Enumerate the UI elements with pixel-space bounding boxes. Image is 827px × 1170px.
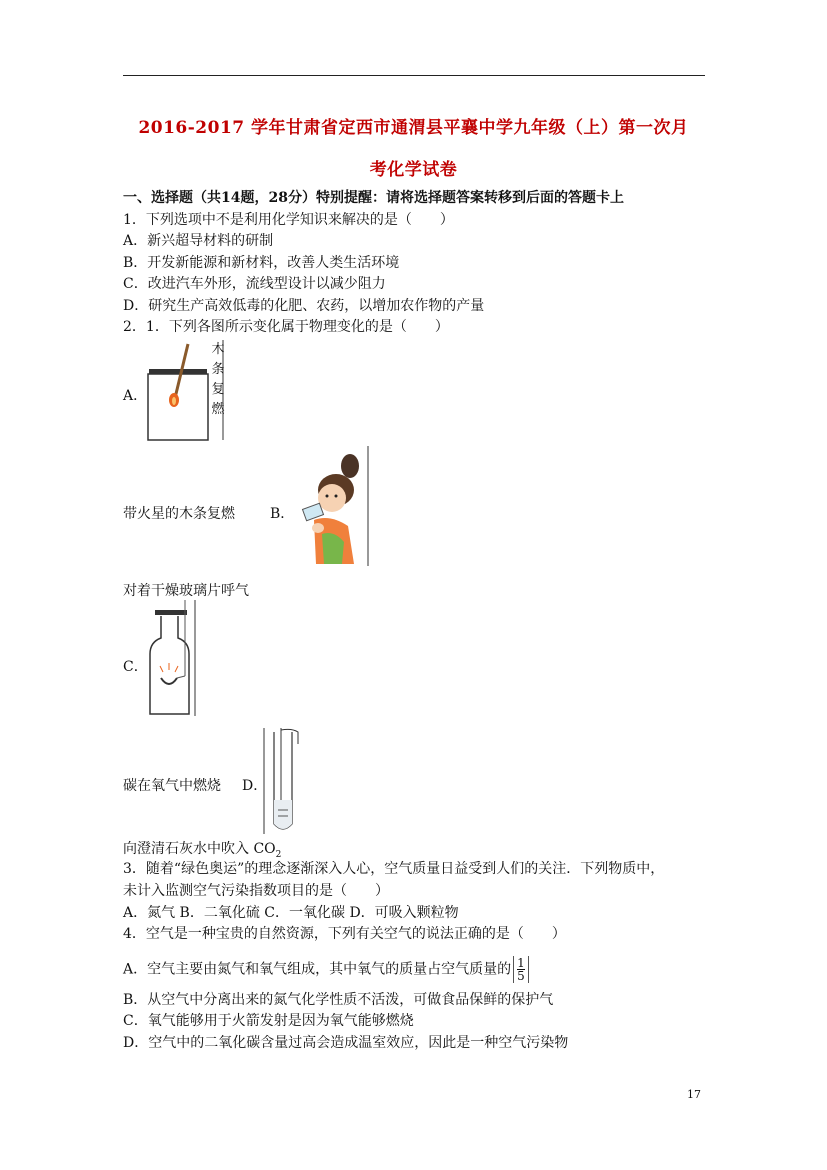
section-heading: 一、选择题（共14题，28分）特别提醒：请将选择题答案转移到后面的答题卡上 [123, 190, 624, 206]
fraction-one-fifth: $\frac{1}{5}$ [513, 956, 529, 983]
q3-stem-line-2: 未计入监测空气污染指数项目的是（ ） [123, 883, 389, 899]
jar-lid [149, 369, 207, 374]
q1-option-d: D．研究生产高效低毒的化肥、农药，以增加农作物的产量 [123, 298, 485, 314]
q2-option-a-caption: 带火星的木条复燃 [123, 506, 235, 522]
q1-option-b: B．开发新能源和新材料，改善人类生活环境 [123, 255, 400, 271]
splint-relight-label: 木 条 复 燃 [211, 342, 225, 417]
q2-option-b-caption: 对着干燥玻璃片呼气 [123, 583, 249, 599]
carbon-burning-in-oxygen-figure [145, 600, 197, 718]
glass-pane [302, 503, 323, 520]
q1-option-a: A．新兴超导材料的研制 [123, 233, 274, 249]
q2-stem: 2．1．下列各图所示变化属于物理变化的是（ ） [123, 319, 449, 335]
page-title-line-2: 考化学试卷 [369, 160, 458, 180]
q3-stem-line-1: 3．随着“绿色奥运”的理念逐渐深入人心，空气质量日益受到人们的关注．下列物质中， [123, 861, 665, 877]
q2-option-c-caption: 碳在氧气中燃烧 [123, 778, 221, 794]
test-tube-blowing-co2-figure [262, 728, 302, 836]
limewater [274, 800, 292, 829]
q2-option-d-label: D． [242, 778, 268, 794]
q4-option-a: A．空气主要由氮气和氧气组成，其中氧气的质量占空气质量的 $\frac{1}{5}$ [123, 956, 529, 983]
q4-option-b: B．从空气中分离出来的氮气化学性质不活泼，可做食品保鲜的保护气 [123, 992, 554, 1008]
q4-option-c: C．氧气能够用于火箭发射是因为氧气能够燃烧 [123, 1013, 414, 1029]
q1-option-c: C．改进汽车外形，流线型设计以减少阻力 [123, 276, 386, 292]
girl-breathing-on-glass-figure [292, 446, 372, 568]
page-number: 17 [687, 1088, 701, 1101]
combustion-spoon [161, 678, 177, 684]
page-title-line-1: 2016-2017 学年甘肃省定西市通渭县平襄中学九年级（上）第一次月 [138, 118, 689, 138]
q2-option-d-caption: 向澄清石灰水中吹入 $CO_2$ [123, 841, 282, 860]
q2-option-c-label: C． [123, 659, 148, 675]
q4-option-d: D．空气中的二氧化碳含量过高会造成温室效应，因此是一种空气污染物 [123, 1035, 569, 1051]
q2-option-b-label: B． [270, 506, 295, 522]
header-rule [123, 75, 705, 76]
q1-stem: 1．下列选项中不是利用化学知识来解决的是（ ） [123, 212, 454, 228]
q2-option-a-label: A． [123, 388, 148, 404]
q4-stem: 4．空气是一种宝贵的自然资源，下列有关空气的说法正确的是（ ） [123, 926, 566, 942]
q3-options: A．氮气 B．二氧化硫 C．一氧化碳 D．可吸入颗粒物 [123, 905, 459, 921]
